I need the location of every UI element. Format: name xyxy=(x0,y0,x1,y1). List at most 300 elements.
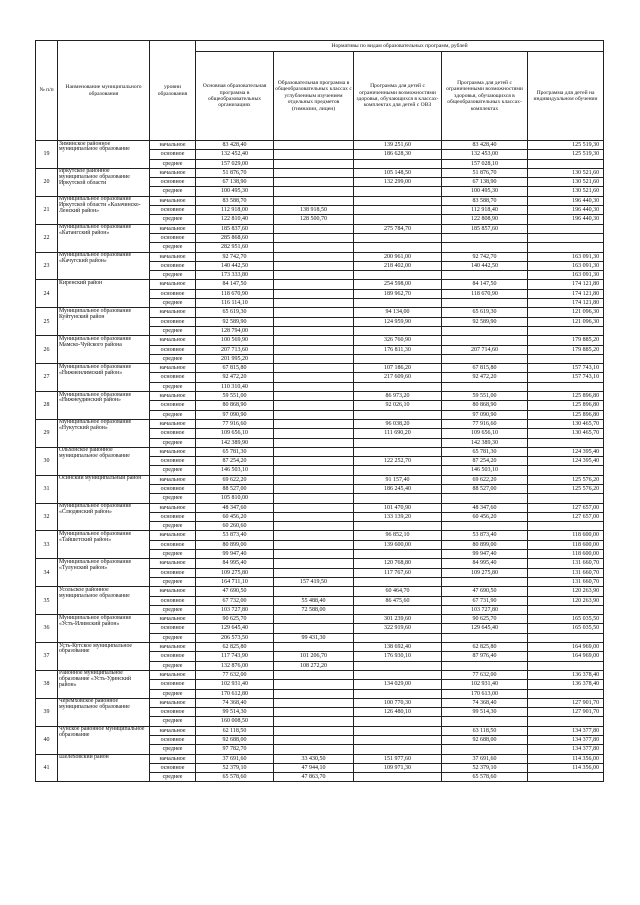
row-number: 23 xyxy=(36,252,58,280)
education-level: основное xyxy=(150,429,196,438)
normative-value xyxy=(528,224,604,233)
normative-value xyxy=(354,271,442,280)
normative-value: 67 815,80 xyxy=(442,364,528,373)
normative-value: 80 899,00 xyxy=(196,540,274,549)
education-level: основное xyxy=(150,484,196,493)
normative-value: 111 690,20 xyxy=(354,429,442,438)
normative-value: 109 656,10 xyxy=(442,429,528,438)
normative-value: 55 488,40 xyxy=(274,596,354,605)
normative-value xyxy=(528,233,604,242)
education-level: среднее xyxy=(150,326,196,335)
row-number: 19 xyxy=(36,141,58,169)
normative-value: 326 760,90 xyxy=(354,336,442,345)
table-row xyxy=(36,587,604,596)
normative-value: 47 690,50 xyxy=(442,587,528,596)
row-number: 37 xyxy=(36,643,58,671)
normative-value: 117 743,90 xyxy=(196,652,274,661)
normative-value: 33 430,50 xyxy=(274,754,354,763)
normative-value xyxy=(274,141,354,150)
normative-value: 151 977,60 xyxy=(354,754,442,763)
normative-value: 90 625,70 xyxy=(196,615,274,624)
normative-value: 140 442,50 xyxy=(442,261,528,270)
normative-value: 165 035,50 xyxy=(528,624,604,633)
normative-value: 142 389,30 xyxy=(442,438,528,447)
normative-value xyxy=(274,522,354,531)
table-body xyxy=(36,141,604,782)
education-level: начальное xyxy=(150,475,196,484)
row-number: 40 xyxy=(36,726,58,754)
normative-value: 99 514,30 xyxy=(196,708,274,717)
municipality-name: Муниципальное образование «Слюдянский район» xyxy=(58,503,150,531)
education-level: среднее xyxy=(150,382,196,391)
municipality-name: Муниципальное образование Иркутской области «Казачинско-Ленский район» xyxy=(58,196,150,224)
table-row xyxy=(36,392,604,401)
normative-value xyxy=(354,438,442,447)
normative-value xyxy=(528,438,604,447)
normative-value xyxy=(274,717,354,726)
normative-value: 118 670,90 xyxy=(442,289,528,298)
normative-value xyxy=(274,512,354,521)
normative-value xyxy=(528,326,604,335)
normative-value xyxy=(354,494,442,503)
normative-value: 200 961,00 xyxy=(354,252,442,261)
normative-value xyxy=(274,168,354,177)
normative-value xyxy=(528,466,604,475)
normative-value: 127 657,00 xyxy=(528,503,604,512)
normative-value xyxy=(354,196,442,205)
normative-value: 112 918,00 xyxy=(196,206,274,215)
education-level: основное xyxy=(150,736,196,745)
normative-value: 189 962,70 xyxy=(354,289,442,298)
normative-value: 90 625,70 xyxy=(442,615,528,624)
education-level: основное xyxy=(150,373,196,382)
normative-value: 99 947,40 xyxy=(196,550,274,559)
normative-value: 99 947,40 xyxy=(442,550,528,559)
normative-value xyxy=(354,605,442,614)
education-level: среднее xyxy=(150,550,196,559)
normative-value xyxy=(274,410,354,419)
municipality-name: Муниципальное образование «Нукутский район» xyxy=(58,419,150,447)
table-row xyxy=(36,280,604,289)
education-level: среднее xyxy=(150,187,196,196)
row-number: 33 xyxy=(36,531,58,559)
normative-value: 109 656,10 xyxy=(196,429,274,438)
normative-value: 130 465,70 xyxy=(528,429,604,438)
normative-value xyxy=(274,299,354,308)
normative-value: 125 519,30 xyxy=(528,141,604,150)
normative-value: 134 377,80 xyxy=(528,736,604,745)
normative-value xyxy=(354,466,442,475)
normative-value: 129 645,40 xyxy=(196,624,274,633)
normative-value: 131 660,70 xyxy=(528,568,604,577)
normative-value xyxy=(274,531,354,540)
municipality-name: Киренский район xyxy=(58,280,150,308)
normative-value: 83 428,40 xyxy=(196,141,274,150)
normative-value xyxy=(274,233,354,242)
normative-value: 116 114,10 xyxy=(196,299,274,308)
normative-value: 59 551,00 xyxy=(196,392,274,401)
normative-value: 108 272,20 xyxy=(274,661,354,670)
education-level: начальное xyxy=(150,252,196,261)
normative-value: 118 600,00 xyxy=(528,540,604,549)
normative-value: 96 852,10 xyxy=(354,531,442,540)
normative-value: 125 896,80 xyxy=(528,401,604,410)
municipality-name: Муниципальное образование «Нижнеудинский район» xyxy=(58,392,150,420)
normative-value: 132 299,00 xyxy=(354,178,442,187)
normative-value: 52 379,10 xyxy=(196,763,274,772)
normative-value: 207 713,60 xyxy=(196,345,274,354)
normative-value xyxy=(354,522,442,531)
normative-value xyxy=(354,670,442,679)
normative-value: 130 521,60 xyxy=(528,178,604,187)
table-row xyxy=(36,447,604,456)
education-level: начальное xyxy=(150,726,196,735)
table-row xyxy=(36,643,604,652)
normative-value: 103 727,80 xyxy=(196,605,274,614)
education-level: начальное xyxy=(150,531,196,540)
normative-value: 92 688,00 xyxy=(196,736,274,745)
normative-value xyxy=(354,633,442,642)
normative-value: 109 275,80 xyxy=(442,568,528,577)
normative-value: 322 919,60 xyxy=(354,624,442,633)
normative-value xyxy=(274,261,354,270)
row-number: 31 xyxy=(36,475,58,503)
normative-value: 173 333,80 xyxy=(196,271,274,280)
row-number: 22 xyxy=(36,224,58,252)
normative-value: 102 931,40 xyxy=(442,680,528,689)
normative-value: 59 551,00 xyxy=(442,392,528,401)
normative-value xyxy=(442,577,528,586)
normative-value xyxy=(354,717,442,726)
normative-value: 62 825,80 xyxy=(442,643,528,652)
normative-value: 99 514,30 xyxy=(442,708,528,717)
normative-value: 77 916,60 xyxy=(442,419,528,428)
education-level: основное xyxy=(150,401,196,410)
normative-value: 92 472,20 xyxy=(196,373,274,382)
education-level: начальное xyxy=(150,364,196,373)
normative-value xyxy=(354,773,442,782)
normative-value: 157 029,00 xyxy=(196,159,274,168)
normative-value: 139 251,60 xyxy=(354,141,442,150)
normative-value: 88 527,00 xyxy=(442,484,528,493)
normative-value xyxy=(274,540,354,549)
normative-value xyxy=(528,243,604,252)
education-level: начальное xyxy=(150,168,196,177)
normative-value: 83 428,40 xyxy=(442,141,528,150)
normative-value: 60 260,60 xyxy=(196,522,274,531)
education-level: среднее xyxy=(150,438,196,447)
normative-value: 196 440,30 xyxy=(528,215,604,224)
normative-value: 100 495,30 xyxy=(196,187,274,196)
municipality-name: Муниципальное образование «Тулунский район» xyxy=(58,559,150,587)
normative-value xyxy=(442,233,528,242)
normative-value xyxy=(274,429,354,438)
normative-value: 48 347,60 xyxy=(442,503,528,512)
municipality-name: Районное муниципальное образование «Усть-Удинский район» xyxy=(58,670,150,698)
normative-value: 107 186,20 xyxy=(354,364,442,373)
education-level: начальное xyxy=(150,224,196,233)
normative-value xyxy=(528,717,604,726)
row-number: 29 xyxy=(36,419,58,447)
table-row xyxy=(36,615,604,624)
normative-value: 163 091,30 xyxy=(528,271,604,280)
normative-value xyxy=(354,661,442,670)
education-level: основное xyxy=(150,150,196,159)
table-row xyxy=(36,252,604,261)
normative-value: 86 973,20 xyxy=(354,392,442,401)
normative-value xyxy=(528,605,604,614)
normative-value: 88 527,00 xyxy=(196,484,274,493)
normative-value xyxy=(354,233,442,242)
municipality-name: Черемховское районное муниципальное образование xyxy=(58,698,150,726)
table-row xyxy=(36,475,604,484)
normative-value xyxy=(354,689,442,698)
normative-value xyxy=(528,633,604,642)
normative-value xyxy=(274,615,354,624)
normative-value xyxy=(528,522,604,531)
normative-value xyxy=(354,410,442,419)
education-level: среднее xyxy=(150,661,196,670)
normative-value: 52 379,10 xyxy=(442,763,528,772)
normative-value xyxy=(442,354,528,363)
normative-value xyxy=(274,159,354,168)
normative-value xyxy=(274,698,354,707)
normative-value: 67 138,90 xyxy=(442,178,528,187)
normative-value xyxy=(274,373,354,382)
normative-value xyxy=(274,243,354,252)
normative-value xyxy=(274,670,354,679)
table-row xyxy=(36,559,604,568)
normative-value xyxy=(442,494,528,503)
normative-value: 157 028,10 xyxy=(442,159,528,168)
education-level: основное xyxy=(150,206,196,215)
normative-value: 94 134,00 xyxy=(354,308,442,317)
education-level: среднее xyxy=(150,215,196,224)
municipality-name: Муниципальное образование «Качугский район» xyxy=(58,252,150,280)
education-level: начальное xyxy=(150,670,196,679)
normative-value xyxy=(442,661,528,670)
normative-value: 146 503,10 xyxy=(196,466,274,475)
education-level: основное xyxy=(150,457,196,466)
normative-value: 125 576,20 xyxy=(528,475,604,484)
normative-value xyxy=(274,419,354,428)
education-level: среднее xyxy=(150,354,196,363)
normative-value: 128 794,00 xyxy=(196,326,274,335)
normative-value xyxy=(442,326,528,335)
municipality-name: Усольское районное муниципальное образование xyxy=(58,587,150,615)
normative-value: 105 148,50 xyxy=(354,168,442,177)
normative-value xyxy=(442,522,528,531)
normative-value xyxy=(274,726,354,735)
normative-value: 217 609,60 xyxy=(354,373,442,382)
normative-value: 51 876,70 xyxy=(442,168,528,177)
row-number: 39 xyxy=(36,698,58,726)
normative-value xyxy=(528,159,604,168)
normative-value xyxy=(442,271,528,280)
normative-value: 65 578,60 xyxy=(442,773,528,782)
normative-value xyxy=(528,382,604,391)
normative-value: 65 578,60 xyxy=(196,773,274,782)
table-row xyxy=(36,726,604,735)
normative-value: 122 252,70 xyxy=(354,457,442,466)
education-level: начальное xyxy=(150,308,196,317)
row-number: 32 xyxy=(36,503,58,531)
normative-value: 65 781,30 xyxy=(442,447,528,456)
education-level: начальное xyxy=(150,447,196,456)
education-level: основное xyxy=(150,540,196,549)
normative-value xyxy=(274,736,354,745)
education-level: начальное xyxy=(150,559,196,568)
row-number: 21 xyxy=(36,196,58,224)
normative-value: 100 770,30 xyxy=(354,698,442,707)
row-number: 34 xyxy=(36,559,58,587)
normative-value: 37 691,60 xyxy=(442,754,528,763)
header-level: уровни образования xyxy=(150,41,196,141)
normative-value: 185 837,60 xyxy=(196,224,274,233)
education-level: основное xyxy=(150,317,196,326)
normative-value xyxy=(274,326,354,335)
normative-value xyxy=(442,745,528,754)
normative-value: 65 619,30 xyxy=(196,308,274,317)
education-level: начальное xyxy=(150,643,196,652)
normative-value: 186 628,30 xyxy=(354,150,442,159)
normative-value xyxy=(354,577,442,586)
normative-value: 80 868,90 xyxy=(196,401,274,410)
education-level: среднее xyxy=(150,466,196,475)
education-level: среднее xyxy=(150,299,196,308)
normative-value: 92 589,90 xyxy=(196,317,274,326)
normative-value: 130 465,70 xyxy=(528,419,604,428)
normative-value: 129 645,40 xyxy=(442,624,528,633)
normative-value xyxy=(354,299,442,308)
normative-value: 47 690,50 xyxy=(196,587,274,596)
normative-value xyxy=(354,326,442,335)
normative-value: 105 810,00 xyxy=(196,494,274,503)
normative-value: 48 347,60 xyxy=(196,503,274,512)
normative-value: 60 456,20 xyxy=(442,512,528,521)
education-level: начальное xyxy=(150,503,196,512)
normative-value: 80 868,90 xyxy=(442,401,528,410)
normative-value xyxy=(274,550,354,559)
normative-value: 101 206,70 xyxy=(274,652,354,661)
education-level: основное xyxy=(150,345,196,354)
normative-value xyxy=(354,447,442,456)
normative-value: 96 038,20 xyxy=(354,419,442,428)
normative-value xyxy=(354,206,442,215)
municipality-name: Иркутское районное муниципальное образование Иркутской области xyxy=(58,168,150,196)
normative-value: 140 442,50 xyxy=(196,261,274,270)
municipality-name: Шелеховский район xyxy=(58,754,150,782)
normative-value xyxy=(274,150,354,159)
table-row xyxy=(36,698,604,707)
normative-value: 47 863,70 xyxy=(274,773,354,782)
normative-value xyxy=(274,447,354,456)
education-level: основное xyxy=(150,261,196,270)
normative-value: 122 808,90 xyxy=(442,215,528,224)
education-level: основное xyxy=(150,763,196,772)
normative-value: 67 815,80 xyxy=(196,364,274,373)
municipality-name: Ольхонское районное муниципальное образование xyxy=(58,447,150,475)
normative-value xyxy=(274,475,354,484)
normative-value: 87 976,40 xyxy=(442,652,528,661)
normative-value xyxy=(354,215,442,224)
normative-value: 74 368,40 xyxy=(442,698,528,707)
normative-value: 92 742,70 xyxy=(442,252,528,261)
education-level: начальное xyxy=(150,392,196,401)
normative-value: 157 743,10 xyxy=(528,364,604,373)
normative-value xyxy=(354,726,442,735)
normative-value xyxy=(274,178,354,187)
normative-value xyxy=(274,494,354,503)
normative-value xyxy=(442,243,528,252)
normative-value xyxy=(528,661,604,670)
normative-value: 127 901,70 xyxy=(528,708,604,717)
normative-value: 109 971,30 xyxy=(354,763,442,772)
normative-value xyxy=(274,708,354,717)
table-row xyxy=(36,141,604,150)
normative-value: 124 395,40 xyxy=(528,457,604,466)
education-level: среднее xyxy=(150,522,196,531)
education-level: среднее xyxy=(150,577,196,586)
normative-value: 185 857,60 xyxy=(442,224,528,233)
normative-value xyxy=(274,745,354,754)
table-row xyxy=(36,168,604,177)
normative-value xyxy=(354,382,442,391)
normative-value: 128 500,70 xyxy=(274,215,354,224)
normative-value: 131 660,70 xyxy=(528,577,604,586)
normative-value xyxy=(274,289,354,298)
education-level: основное xyxy=(150,624,196,633)
normative-value: 120 768,80 xyxy=(354,559,442,568)
education-level: среднее xyxy=(150,159,196,168)
normative-value: 207 714,60 xyxy=(442,345,528,354)
education-level: среднее xyxy=(150,605,196,614)
normative-value: 60 464,70 xyxy=(354,587,442,596)
table-row xyxy=(36,531,604,540)
normative-value: 126 480,10 xyxy=(354,708,442,717)
normative-value: 114 356,00 xyxy=(528,763,604,772)
normative-value: 120 263,90 xyxy=(528,587,604,596)
normative-value xyxy=(528,494,604,503)
normative-value: 84 995,40 xyxy=(196,559,274,568)
table-row xyxy=(36,196,604,205)
normative-value: 122 810,40 xyxy=(196,215,274,224)
normative-value xyxy=(274,196,354,205)
row-number: 35 xyxy=(36,587,58,615)
normative-value: 218 402,00 xyxy=(354,261,442,270)
normative-value xyxy=(354,736,442,745)
education-level: начальное xyxy=(150,587,196,596)
municipality-name: Муниципальное образование «Усть-Илимский район» xyxy=(58,615,150,643)
normative-value xyxy=(354,187,442,196)
normative-value: 132 453,00 xyxy=(442,150,528,159)
normative-value: 87 254,20 xyxy=(442,457,528,466)
normative-value: 125 896,80 xyxy=(528,392,604,401)
normative-value xyxy=(274,587,354,596)
education-level: начальное xyxy=(150,141,196,150)
normative-value: 77 916,60 xyxy=(196,419,274,428)
header-num: № п/п xyxy=(36,41,58,141)
normative-value: 174 121,80 xyxy=(528,299,604,308)
normative-value: 136 378,40 xyxy=(528,680,604,689)
normative-value: 47 944,10 xyxy=(274,763,354,772)
normative-value: 134 029,00 xyxy=(354,680,442,689)
normative-value: 138 692,40 xyxy=(354,643,442,652)
normative-value xyxy=(274,643,354,652)
normative-value: 62 825,80 xyxy=(196,643,274,652)
normative-value xyxy=(274,392,354,401)
normative-value xyxy=(274,280,354,289)
